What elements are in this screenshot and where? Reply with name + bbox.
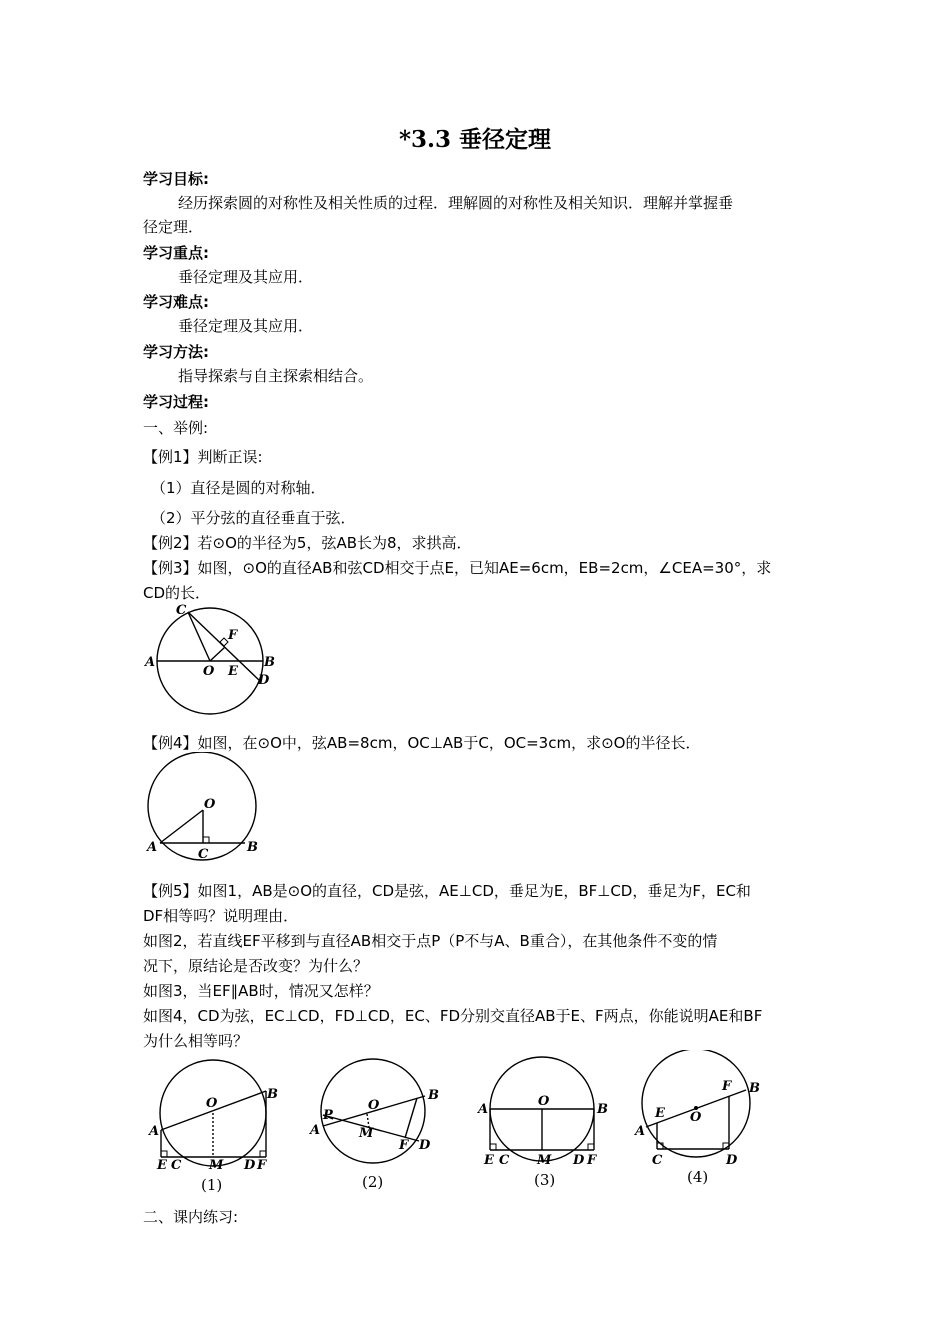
page-title: *3.3 垂径定理	[398, 126, 552, 153]
label-A: A	[310, 1123, 321, 1138]
part2-heading: 二、课内练习:	[143, 1208, 239, 1226]
label-C: C	[652, 1153, 663, 1168]
label-E: E	[228, 664, 238, 679]
label-A: A	[478, 1102, 489, 1117]
label-C: C	[499, 1153, 510, 1168]
difficulty-label: 学习难点:	[143, 293, 209, 311]
figure-4	[630, 1050, 770, 1195]
key-label: 学习重点:	[143, 244, 209, 262]
label-A: A	[147, 840, 158, 855]
goal-text-1: 经历探索圆的对称性及相关性质的过程．理解圆的对称性及相关知识．理解并掌握垂	[178, 194, 734, 212]
label-C: C	[176, 604, 187, 618]
ex1-title: 【例1】判断正误:	[143, 448, 263, 466]
label-B: B	[264, 655, 275, 670]
figure-2	[305, 1053, 445, 1198]
label-B: B	[247, 840, 258, 855]
label-O: O	[203, 664, 215, 679]
label-E: E	[484, 1153, 494, 1168]
label-O: O	[206, 1096, 218, 1111]
label-F: F	[257, 1158, 267, 1173]
caption-2: (2)	[362, 1173, 384, 1191]
ex1-q1: （1）直径是圆的对称轴．	[151, 479, 326, 497]
label-D: D	[726, 1153, 738, 1168]
label-D: D	[244, 1158, 256, 1173]
ex5-line6: 如图4，CD为弦，EC⊥CD，FD⊥CD，EC、FD分别交直径AB于E、F两点，你能说明AE和BF	[143, 1007, 763, 1025]
goal-text-2: 径定理．	[143, 218, 204, 236]
label-P: P	[323, 1108, 333, 1123]
ex5-line5: 如图3，当EF∥AB时，情况又怎样？	[143, 982, 379, 1000]
label-F: F	[587, 1153, 597, 1168]
ex5-line1: 【例5】如图1，AB是⊙O的直径，CD是弦，AE⊥CD，垂足为E，BF⊥CD，垂足为F，EC和	[143, 882, 751, 900]
label-D: D	[258, 673, 270, 688]
label-B: B	[597, 1102, 608, 1117]
label-B: B	[428, 1088, 439, 1103]
ex5-line4: 况下，原结论是否改变？为什么？	[143, 957, 369, 975]
label-O: O	[690, 1110, 702, 1125]
part1-heading: 一、举例:	[143, 419, 209, 437]
ex5-line7: 为什么相等吗？	[143, 1032, 249, 1050]
label-O: O	[204, 797, 216, 812]
label-B: B	[749, 1081, 760, 1096]
label-E: E	[157, 1158, 167, 1173]
label-C: C	[171, 1158, 182, 1173]
label-F: F	[228, 628, 238, 643]
ex5-line2: DF相等吗？说明理由．	[143, 907, 299, 925]
figure-ex4	[142, 752, 268, 864]
label-A: A	[635, 1124, 646, 1139]
caption-3: (3)	[534, 1171, 556, 1189]
label-M: M	[537, 1153, 552, 1168]
label-O: O	[368, 1098, 380, 1113]
label-B: B	[267, 1087, 278, 1102]
ex3-line2: CD的长．	[143, 584, 211, 602]
ex4: 【例4】如图，在⊙O中，弦AB=8cm，OC⊥AB于C，OC=3cm，求⊙O的半径长．	[143, 734, 701, 752]
ex2: 【例2】若⊙O的半径为5，弦AB长为8，求拱高．	[143, 534, 472, 552]
figure-ex3	[140, 604, 280, 716]
method-label: 学习方法:	[143, 343, 209, 361]
caption-1: (1)	[201, 1176, 223, 1194]
figure-3	[472, 1053, 612, 1198]
goal-label: 学习目标:	[143, 170, 209, 188]
label-A: A	[145, 655, 156, 670]
label-F: F	[722, 1079, 732, 1094]
ex5-line3: 如图2，若直线EF平移到与直径AB相交于点P（P不与A、B重合），在其他条件不变的情	[143, 932, 718, 950]
label-M: M	[209, 1158, 224, 1173]
method-text: 指导探索与自主探索相结合。	[178, 367, 374, 385]
label-A: A	[149, 1124, 160, 1139]
label-M: M	[359, 1126, 374, 1141]
process-label: 学习过程:	[143, 393, 209, 411]
label-E: E	[655, 1106, 665, 1121]
label-C: C	[198, 847, 209, 862]
label-D: D	[573, 1153, 585, 1168]
difficulty-text: 垂径定理及其应用．	[178, 317, 314, 335]
label-O: O	[538, 1094, 550, 1109]
label-F: F	[399, 1138, 409, 1153]
ex3-line1: 【例3】如图，⊙O的直径AB和弦CD相交于点E，已知AE=6cm，EB=2cm，∠CEA=30°，求	[143, 559, 772, 577]
key-text: 垂径定理及其应用．	[178, 268, 314, 286]
ex1-q2: （2）平分弦的直径垂直于弦．	[151, 509, 356, 527]
figure-1	[143, 1053, 283, 1198]
caption-4: (4)	[687, 1168, 709, 1186]
label-D: D	[419, 1138, 431, 1153]
